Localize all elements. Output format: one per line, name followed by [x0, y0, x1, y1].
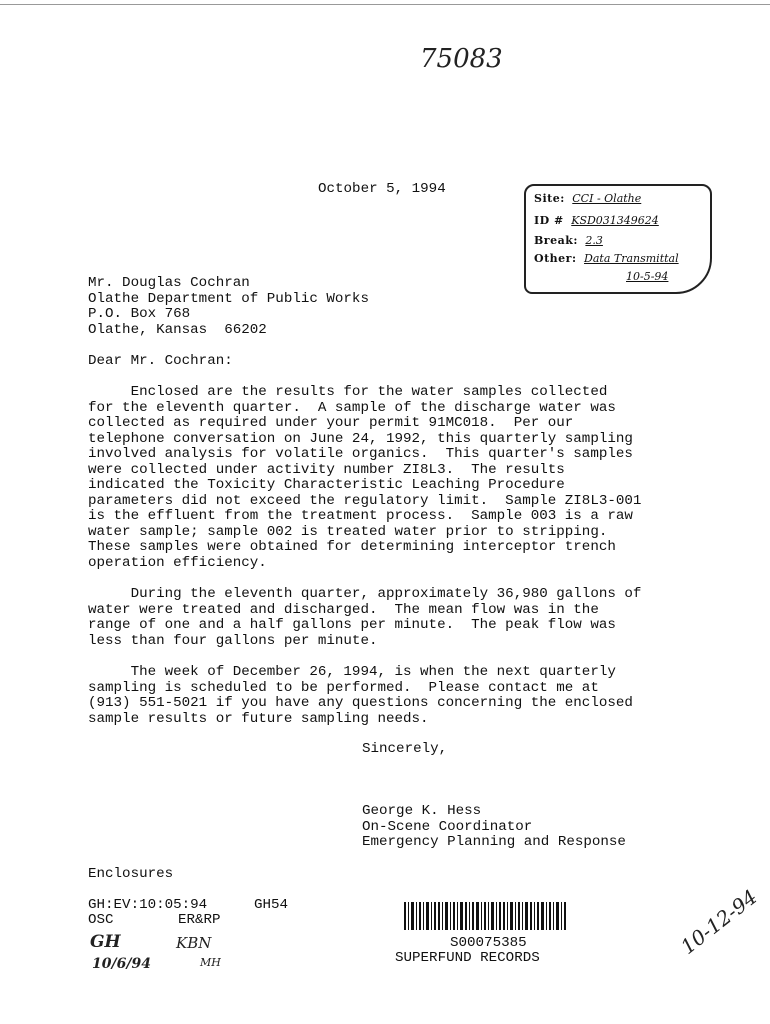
handwritten-initials-osc: GH	[90, 932, 121, 952]
routing-errp: ER&RP	[178, 912, 221, 928]
superfund-label: SUPERFUND RECORDS	[395, 950, 540, 966]
handwritten-initials-small: MH	[200, 956, 221, 969]
handwritten-initials-errp: KBN	[176, 934, 212, 952]
recipient-org: Olathe Department of Public Works	[88, 291, 369, 307]
signer-division: Emergency Planning and Response	[362, 834, 626, 850]
letter-date: October 5, 1994	[318, 181, 446, 197]
stamp-break-value: 2.3	[585, 234, 603, 247]
barcode	[404, 902, 566, 930]
body-paragraph-2: During the eleventh quarter, approximately 36,980 gallons of water were treated and discharged. The mean flow was in the range of one and a half gallons per minute. The peak flow was less than four gallons per minute.	[88, 586, 642, 649]
salutation: Dear Mr. Cochran:	[88, 353, 233, 369]
stamp-id-label: ID #	[534, 214, 564, 227]
enclosures: Enclosures	[88, 866, 174, 882]
stamp-other-value: Data Transmittal	[584, 252, 679, 265]
closing: Sincerely,	[362, 741, 448, 757]
top-rule	[0, 4, 770, 5]
handwritten-margin-date: 10-12-94	[676, 884, 762, 959]
site-stamp	[524, 184, 712, 294]
stamp-other-label: Other:	[534, 252, 577, 265]
stamp-site-value: CCI - Olathe	[572, 192, 642, 205]
body-paragraph-1: Enclosed are the results for the water samples collected for the eleventh quarter. A sample of the discharge water was collected as required under your permit 91MC018. Per our telephone conversation on June 24, 1992, this quarterly sampling involved analysis for volatile organics. This quarter's samples were collected under activity number ZI8L3. The results indicated the Toxicity Characteristic Leaching Procedure parameters did not exceed the regulatory limit. Sample ZI8L3-001 is the effluent from the treatment process. Sample 003 is a raw water sample; sample 002 is treated water prior to stripping. These samples were obtained for determining interceptor trench operation efficiency.	[88, 384, 642, 571]
stamp-site-label: Site:	[534, 192, 565, 205]
routing-code2: GH54	[254, 897, 289, 913]
recipient-city: Olathe, Kansas 66202	[88, 322, 267, 338]
body-paragraph-3: The week of December 26, 1994, is when the next quarterly sampling is scheduled to be performed. Please contact me at (913) 551-5021 if you have any questions concerning the enclosed sample results or future sampling needs.	[88, 664, 633, 727]
signer-name: George K. Hess	[362, 803, 482, 819]
document-number: 75083	[420, 44, 503, 74]
record-id: S00075385	[450, 935, 527, 951]
stamp-id-value: KSD031349624	[571, 214, 659, 227]
routing-osc: OSC	[88, 912, 114, 928]
handwritten-date-osc: 10/6/94	[92, 956, 151, 972]
recipient-name: Mr. Douglas Cochran	[88, 275, 250, 291]
routing-code: GH:EV:10:05:94	[88, 897, 208, 913]
stamp-date-value: 10-5-94	[626, 270, 669, 283]
signer-title: On-Scene Coordinator	[362, 819, 533, 835]
recipient-box: P.O. Box 768	[88, 306, 191, 322]
stamp-break-label: Break:	[534, 234, 578, 247]
